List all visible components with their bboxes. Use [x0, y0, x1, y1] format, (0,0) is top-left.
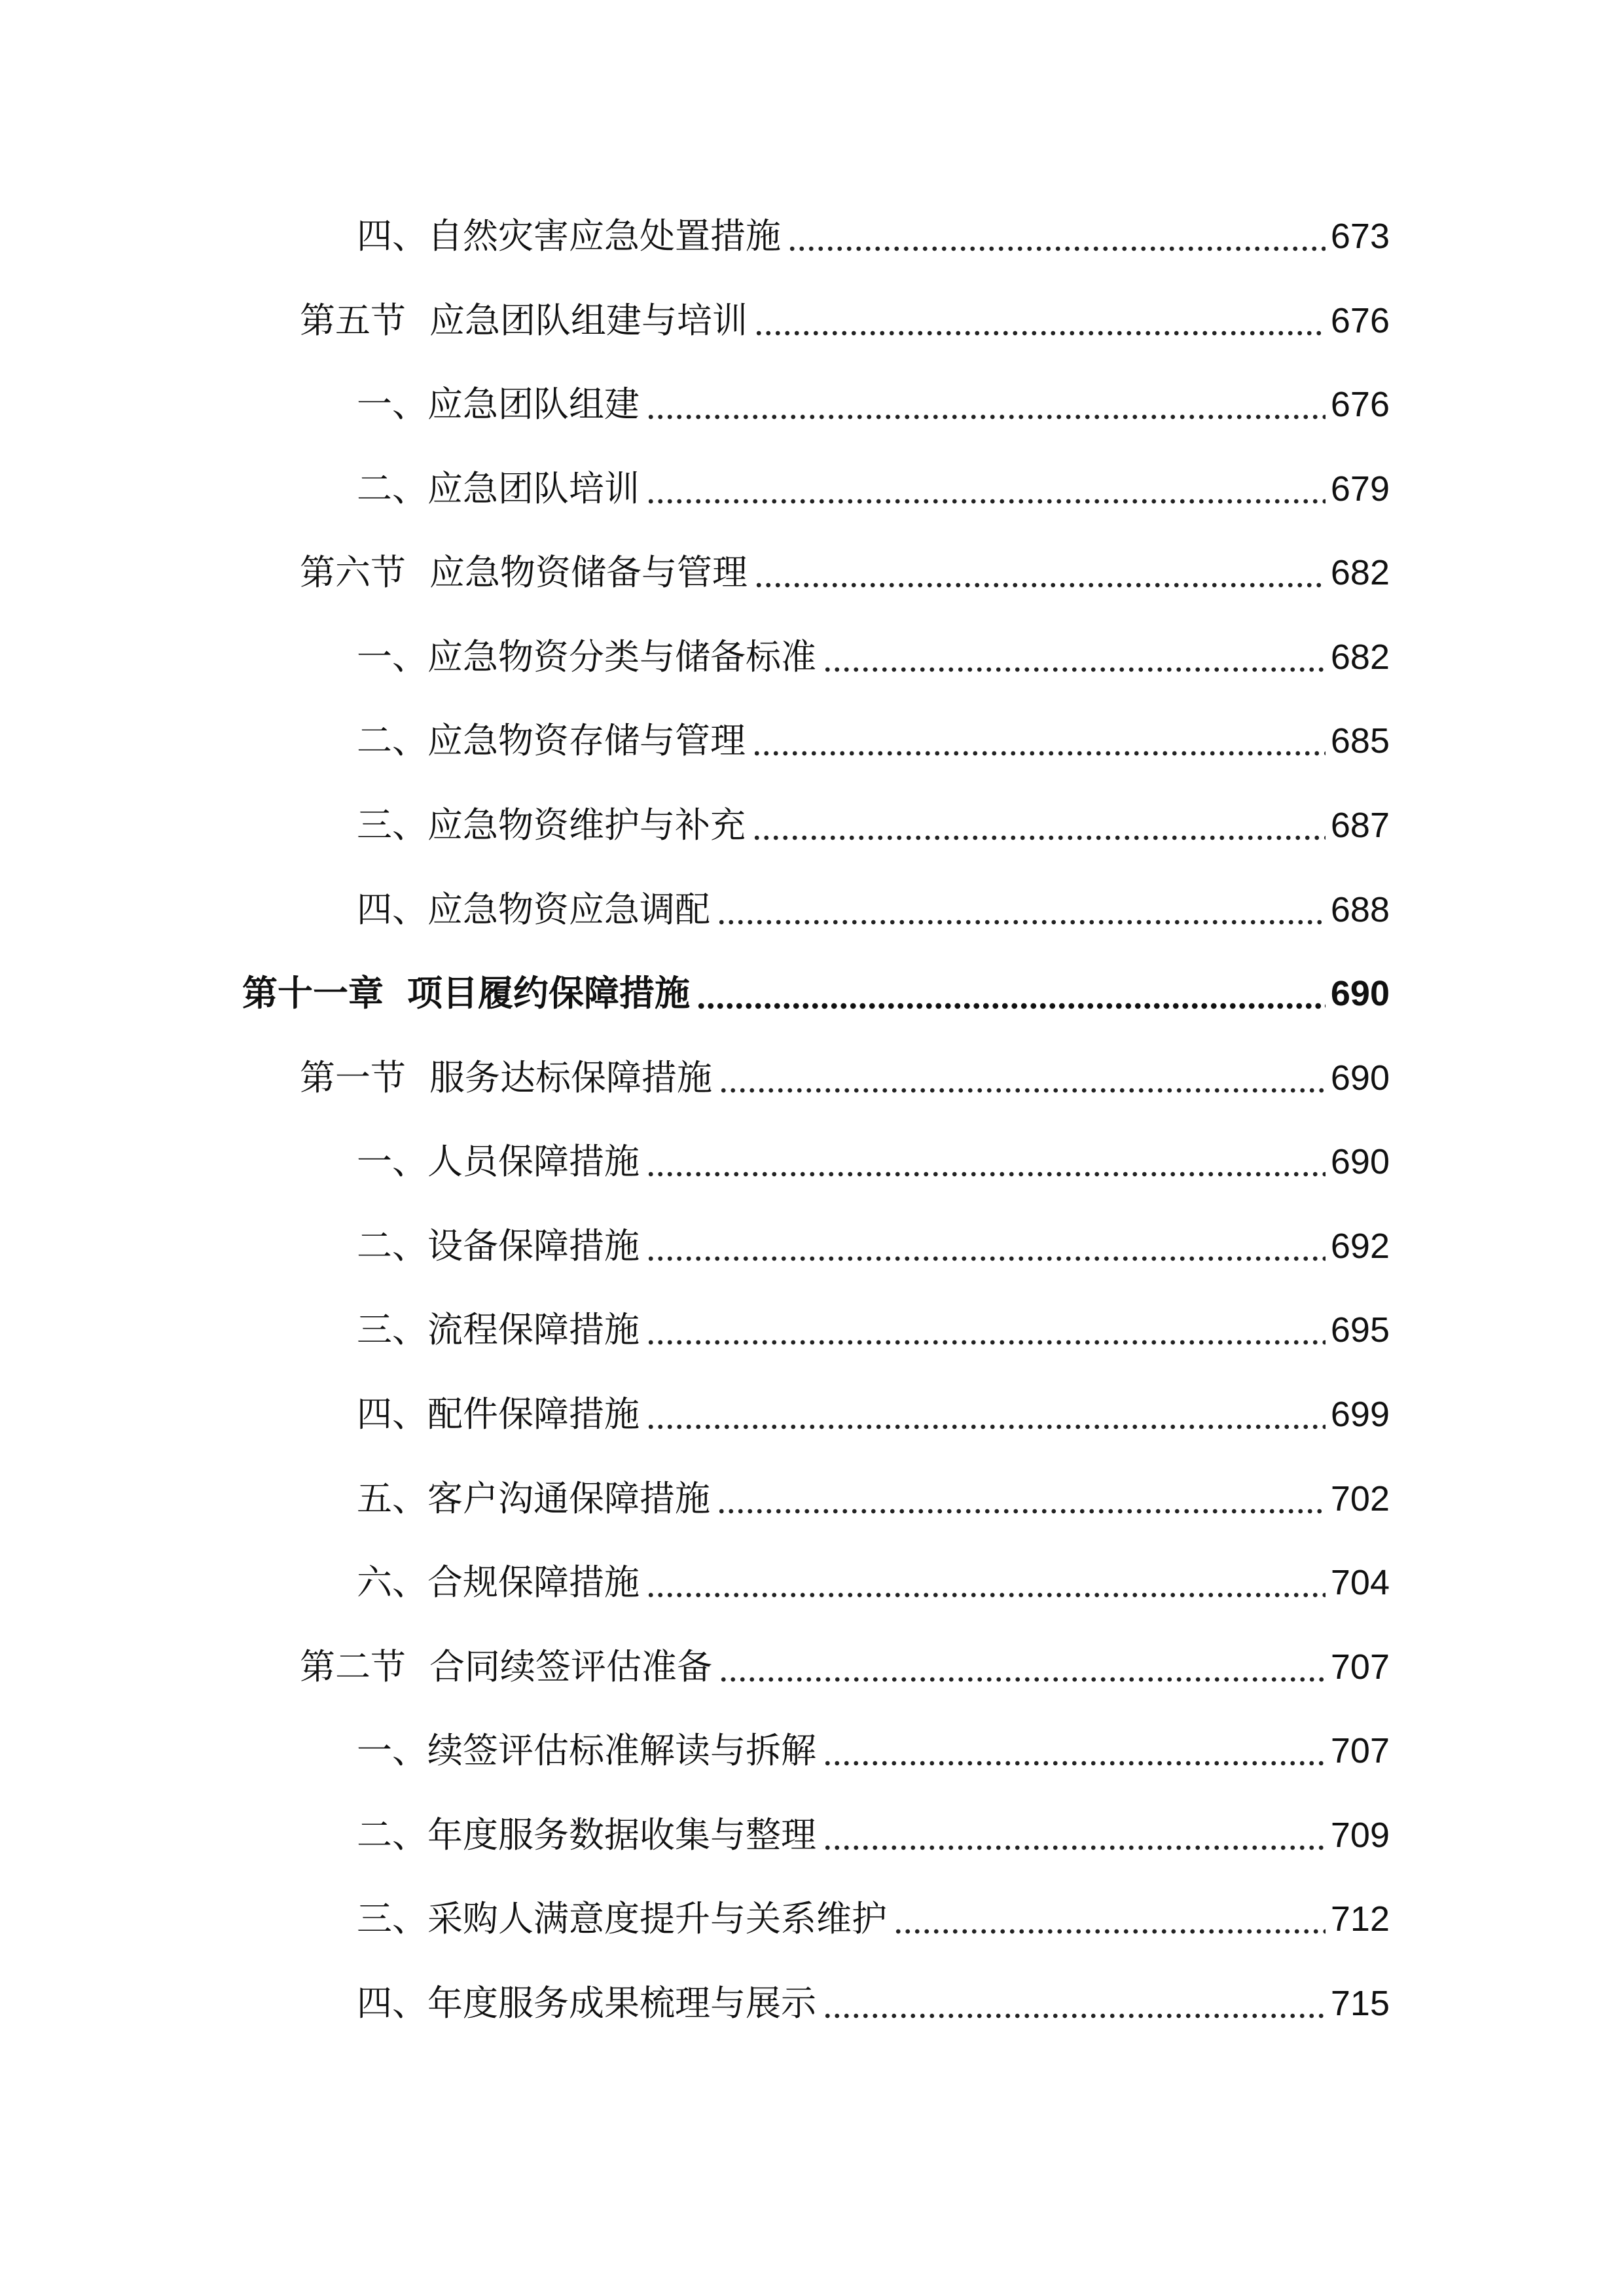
toc-subsection-entry[interactable] [357, 1806, 1390, 1865]
toc-entry-label [357, 796, 746, 855]
toc-entry-number: 第六节 [300, 552, 406, 593]
toc-page-number: 673 [1330, 217, 1390, 256]
toc-entry-label [242, 964, 690, 1023]
toc-subsection-entry[interactable] [357, 1890, 1390, 1948]
toc-entry-title: 项目履约保障措施 [407, 973, 690, 1014]
toc-page-number: 702 [1330, 1479, 1390, 1518]
toc-entry-title: 人员保障措施 [427, 1141, 640, 1182]
toc-page-number: 709 [1330, 1816, 1390, 1855]
toc-page-number: 688 [1330, 890, 1390, 929]
toc-entry-number: 第五节 [300, 300, 406, 341]
dot-leader [787, 207, 1326, 266]
toc-entry-label [357, 628, 816, 687]
toc-page-number: 699 [1330, 1395, 1390, 1434]
toc-page-number: 679 [1330, 469, 1390, 509]
toc-entry-label [357, 1385, 640, 1444]
toc-page-number: 712 [1330, 1899, 1390, 1939]
toc-entry-label [357, 1217, 640, 1276]
toc-entry-title: 应急团队组建 [427, 384, 640, 425]
toc-page-number: 690 [1330, 1142, 1390, 1181]
toc-section-entry[interactable] [300, 291, 1390, 350]
toc-entry-title: 应急物资储备与管理 [429, 552, 748, 593]
toc-page-number: 682 [1330, 553, 1390, 592]
toc-subsection-entry[interactable] [357, 1385, 1390, 1444]
toc-entry-title: 年度服务数据收集与整理 [427, 1814, 816, 1856]
dot-leader [823, 1721, 1326, 1780]
dot-leader [752, 711, 1326, 770]
toc-entry-label [357, 1300, 640, 1359]
toc-entry-number: 四、 [357, 215, 427, 257]
toc-subsection-entry[interactable] [357, 1974, 1390, 2033]
toc-section-entry[interactable] [300, 1049, 1390, 1107]
toc-entry-number: 一、 [357, 384, 427, 425]
toc-entry-label [357, 1721, 816, 1780]
dot-leader [719, 1638, 1326, 1696]
toc-entry-number: 三、 [357, 804, 427, 846]
dot-leader [754, 291, 1326, 350]
dot-leader [717, 880, 1326, 939]
toc-section-entry[interactable] [300, 1638, 1390, 1696]
toc-page-number: 685 [1330, 721, 1390, 761]
dot-leader [646, 1217, 1326, 1276]
toc-entry-number: 三、 [357, 1898, 427, 1939]
toc-entry-label [357, 1806, 816, 1865]
toc-entry-number: 一、 [357, 1141, 427, 1182]
toc-entry-label [300, 291, 748, 350]
toc-subsection-entry[interactable] [357, 459, 1390, 518]
toc-page-number: 695 [1330, 1310, 1390, 1350]
toc-entry-title: 采购人满意度提升与关系维护 [427, 1898, 887, 1939]
toc-entry-label [357, 880, 710, 939]
dot-leader [646, 1385, 1326, 1444]
toc-subsection-entry[interactable] [357, 796, 1390, 855]
dot-leader [893, 1890, 1326, 1948]
toc-page-number: 687 [1330, 806, 1390, 845]
dot-leader [823, 628, 1326, 687]
toc-entry-title: 自然灾害应急处置措施 [427, 215, 781, 257]
toc-entry-title: 应急物资应急调配 [427, 889, 710, 930]
toc-entry-label [357, 459, 640, 518]
toc-entry-number: 第一节 [300, 1057, 406, 1098]
toc-page-number: 707 [1330, 1647, 1390, 1687]
toc-page-number: 690 [1330, 974, 1390, 1013]
toc-entry-title: 应急物资维护与补充 [427, 804, 746, 846]
toc-entry-label [357, 375, 640, 434]
toc-entry-number: 二、 [357, 1225, 427, 1266]
toc-subsection-entry[interactable] [357, 1132, 1390, 1191]
toc-entry-number: 一、 [357, 1730, 427, 1771]
toc-subsection-entry[interactable] [357, 1469, 1390, 1528]
dot-leader [823, 1806, 1326, 1865]
toc-entry-title: 合规保障措施 [427, 1562, 640, 1603]
toc-entry-spacer [406, 1049, 429, 1107]
toc-entry-title: 客户沟通保障措施 [427, 1478, 710, 1519]
toc-subsection-entry[interactable] [357, 1217, 1390, 1276]
toc-entry-title: 应急物资分类与储备标准 [427, 636, 816, 677]
dot-leader [646, 459, 1326, 518]
toc-entry-title: 合同续签评估准备 [429, 1646, 712, 1687]
toc-page-number: 690 [1330, 1058, 1390, 1098]
toc-entry-label [300, 1638, 712, 1696]
dot-leader [752, 796, 1326, 855]
dot-leader [646, 375, 1326, 434]
toc-entry-spacer [406, 291, 429, 350]
toc-entry-title: 年度服务成果梳理与展示 [427, 1982, 816, 2024]
dot-leader [754, 543, 1326, 602]
dot-leader [717, 1469, 1326, 1528]
toc-subsection-entry[interactable] [357, 207, 1390, 266]
toc-subsection-entry[interactable] [357, 1553, 1390, 1612]
toc-entry-label [300, 543, 748, 602]
toc-page-number: 682 [1330, 637, 1390, 677]
toc-entry-number: 四、 [357, 889, 427, 930]
toc-entry-number: 一、 [357, 636, 427, 677]
toc-entry-label [357, 207, 781, 266]
toc-page-number: 692 [1330, 1227, 1390, 1266]
dot-leader [646, 1553, 1326, 1612]
toc-section-entry[interactable] [300, 543, 1390, 602]
toc-entry-number: 六、 [357, 1562, 427, 1603]
toc-entry-title: 设备保障措施 [427, 1225, 640, 1266]
toc-entry-spacer [406, 543, 429, 602]
toc-entry-label [357, 1553, 640, 1612]
toc-entry-number: 五、 [357, 1478, 427, 1519]
dot-leader [719, 1049, 1326, 1107]
toc-subsection-entry[interactable] [357, 375, 1390, 434]
toc-page-number: 676 [1330, 301, 1390, 340]
toc-page-number: 676 [1330, 385, 1390, 424]
toc-chapter-entry[interactable] [242, 964, 1390, 1023]
toc-subsection-entry[interactable] [357, 1721, 1390, 1780]
toc-subsection-entry[interactable] [357, 1300, 1390, 1359]
toc-entry-label [357, 1132, 640, 1191]
toc-subsection-entry[interactable] [357, 880, 1390, 939]
toc-page-number: 707 [1330, 1731, 1390, 1770]
toc-entry-number: 三、 [357, 1309, 427, 1350]
toc-entry-title: 配件保障措施 [427, 1393, 640, 1435]
toc-entry-number: 二、 [357, 1814, 427, 1856]
toc-page-number: 715 [1330, 1984, 1390, 2023]
toc-entry-label [357, 711, 746, 770]
dot-leader [646, 1300, 1326, 1359]
toc-entry-title: 应急物资存储与管理 [427, 720, 746, 761]
toc-entry-number: 二、 [357, 720, 427, 761]
toc-entry-label [300, 1049, 712, 1107]
toc-entry-title: 续签评估标准解读与拆解 [427, 1730, 816, 1771]
dot-leader [646, 1132, 1326, 1191]
toc-entry-spacer [406, 1638, 429, 1696]
toc-entry-label [357, 1890, 887, 1948]
toc-entry-label [357, 1469, 710, 1528]
toc-entry-spacer [384, 964, 407, 1023]
dot-leader [696, 964, 1326, 1023]
toc-entry-number: 第十一章 [242, 973, 384, 1014]
toc-subsection-entry[interactable] [357, 628, 1390, 687]
toc-entry-title: 流程保障措施 [427, 1309, 640, 1350]
toc-subsection-entry[interactable] [357, 711, 1390, 770]
toc-entry-number: 第二节 [300, 1646, 406, 1687]
toc-entry-title: 应急团队培训 [427, 468, 640, 509]
toc-page-number: 704 [1330, 1563, 1390, 1602]
toc-entry-title: 服务达标保障措施 [429, 1057, 712, 1098]
toc-entry-number: 四、 [357, 1393, 427, 1435]
dot-leader [823, 1974, 1326, 2033]
toc-entry-title: 应急团队组建与培训 [429, 300, 748, 341]
toc-entry-number: 二、 [357, 468, 427, 509]
toc-entry-label [357, 1974, 816, 2033]
toc-entry-number: 四、 [357, 1982, 427, 2024]
